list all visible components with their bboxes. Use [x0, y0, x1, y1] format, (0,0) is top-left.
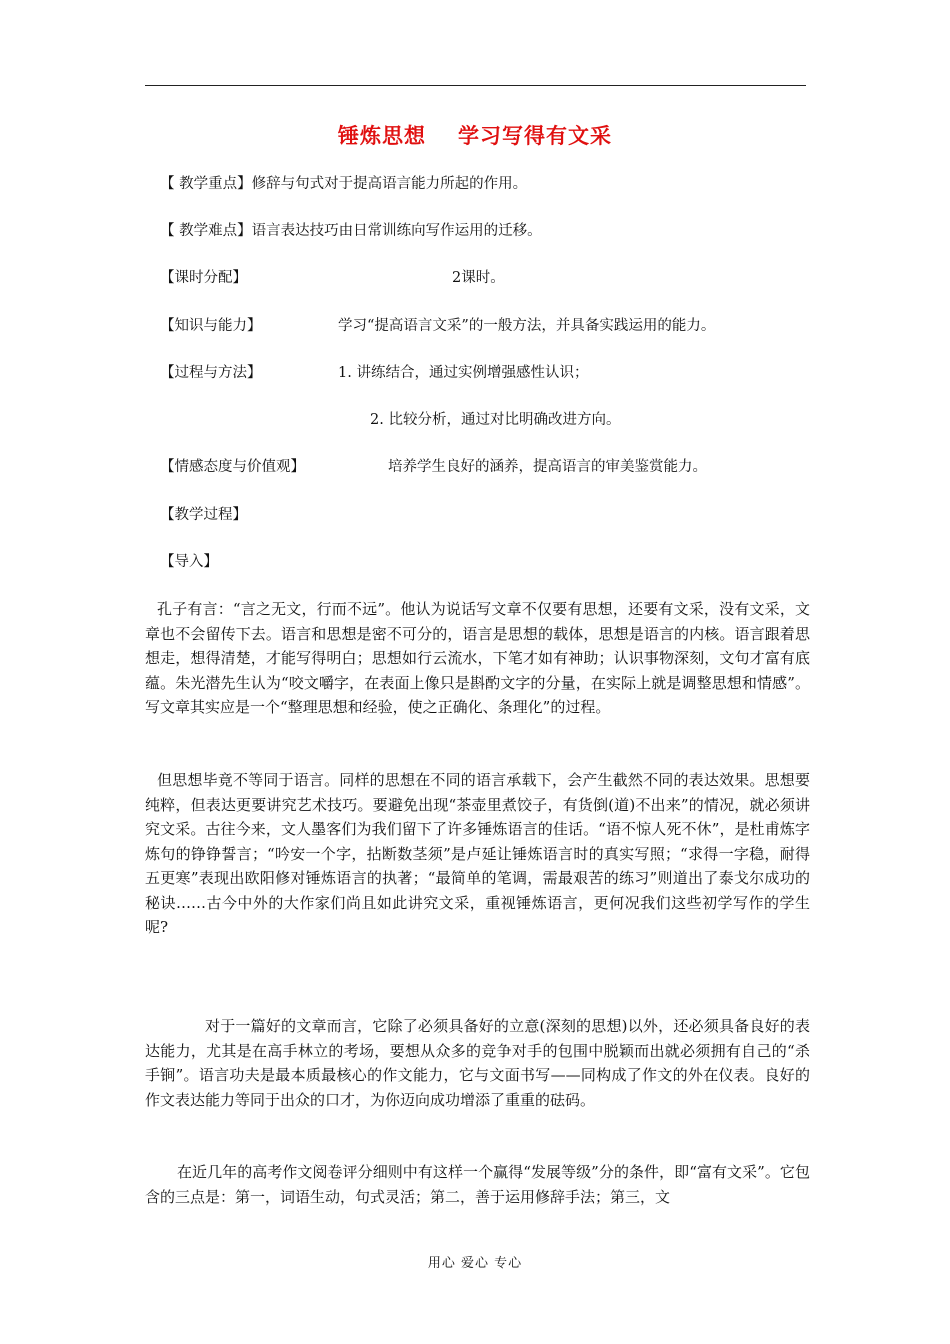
emotion-label: 【情感态度与价值观】 — [160, 459, 305, 475]
paragraph-3: 对于一篇好的文章而言，它除了必须具备好的立意(深刻的思想)以外，还必须具备良好的表达能力，尤其是在高手林立的考场，要想从众多的竞争对手的包围中脱颖而出就必须拥有自己的“杀手锏”。语言功夫是最本质最核心的作文能力，它与文面书写——同构成了作文的外在仪表。良好的作文表达能力等同于出众的口才，为你迈向成功增添了重重的砝码。 — [145, 1017, 810, 1109]
hours-label: 【课时分配】 — [160, 270, 247, 286]
teaching-focus: 【 教学重点】修辞与句式对于提高语言能力所起的作用。 — [160, 176, 528, 192]
header-rule — [145, 85, 806, 86]
process-label: 【过程与方法】 — [160, 365, 262, 381]
page-footer: 用心 爱心 专心 — [427, 1256, 523, 1271]
emotion-row — [160, 457, 707, 477]
knowledge-row — [160, 316, 716, 336]
document-title — [0, 120, 950, 150]
knowledge-value: 学习“提高语言文采”的一般方法，并具备实践运用的能力。 — [338, 318, 716, 334]
knowledge-label: 【知识与能力】 — [160, 318, 262, 334]
hours-value: 2课时。 — [452, 270, 505, 286]
process-row — [160, 363, 589, 383]
hours-row — [160, 268, 505, 288]
process-value-1: 1. 讲练结合，通过实例增强感性认识； — [338, 365, 589, 381]
intro-heading: 【导入】 — [160, 554, 218, 570]
paragraph-1: 孔子有言：“言之无文，行而不远”。他认为说话写文章不仅要有思想，还要有文采，没有文采，文章也不会留传下去。语言和思想是密不可分的，语言是思想的载体，思想是语言的内核。语言跟着思想走，想得清楚，才能写得明白；思想如行云流水，下笔才如有神助；认识事物深刻，文句才富有底蕴。朱光潜先生认为“咬文嚼字，在表面上像只是斟酌文字的分量，在实际上就是调整思想和情感”。写文章其实应是一个“整理思想和经验，使之正确化、条理化”的过程。 — [145, 600, 810, 716]
teaching-process-heading: 【教学过程】 — [160, 507, 247, 523]
paragraph-4: 在近几年的高考作文阅卷评分细则中有这样一个赢得“发展等级”分的条件，即“富有文采”。它包含的三点是：第一，词语生动，句式灵活；第二，善于运用修辞手法；第三，文 — [145, 1163, 810, 1206]
paragraph-2: 但思想毕竟不等同于语言。同样的思想在不同的语言承载下，会产生截然不同的表达效果。思想要纯粹，但表达更要讲究艺术技巧。要避免出现“茶壶里煮饺子，有货倒(道)不出来”的情况，就必须讲究文采。古往今来，文人墨客们为我们留下了许多锤炼语言的佳话。“语不惊人死不休”，是杜甫炼字炼句的铮铮誓言；“吟安一个字，拈断数茎须”是卢延让锤炼语言时的真实写照；“求得一字稳，耐得五更寒”表现出欧阳修对锤炼语言的执著；“最简单的笔调，需最艰苦的练习”则道出了泰戈尔成功的秘诀……古今中外的大作家们尚且如此讲究文采，重视锤炼语言，更何况我们这些初学写作的学生呢? — [145, 771, 810, 936]
emotion-value: 培养学生良好的涵养，提高语言的审美鉴赏能力。 — [388, 459, 707, 475]
title-part-2: 学习写得有文采 — [458, 123, 612, 148]
title-part-1: 锤炼思想 — [338, 123, 426, 148]
teaching-difficulty: 【 教学难点】语言表达技巧由日常训练向写作运用的迁移。 — [160, 223, 542, 239]
process-value-2: 2. 比较分析，通过对比明确改进方向。 — [370, 412, 621, 428]
